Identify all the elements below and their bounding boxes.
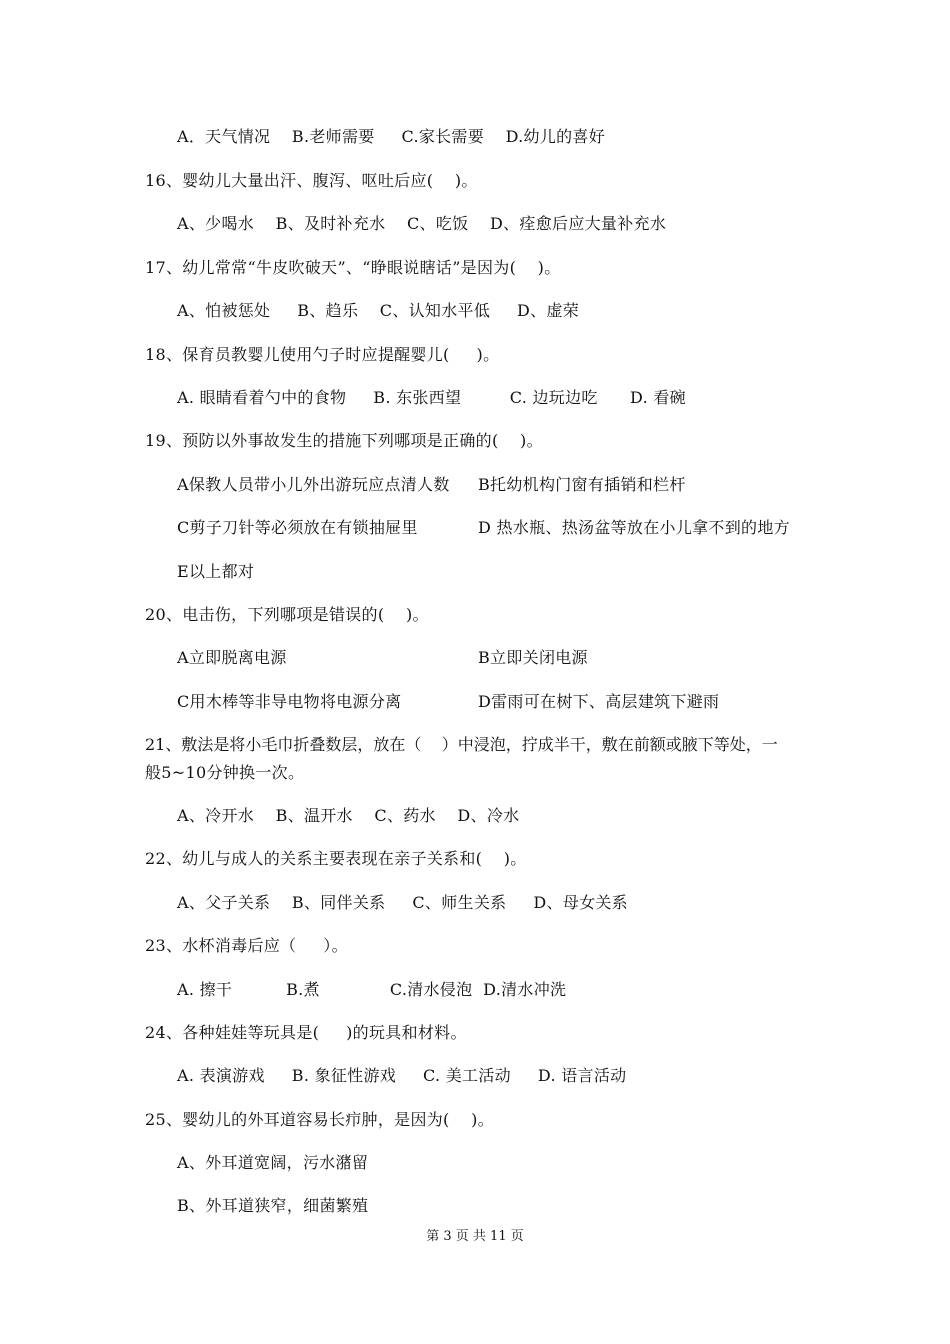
page-number: 第 3 页 共 11 页 xyxy=(426,1229,524,1244)
question-22: 22、幼儿与成人的关系主要表现在亲子关系和( )。 xyxy=(145,849,527,868)
question-21-line-2: 般5~10分钟换一次。 xyxy=(145,763,305,782)
q16-options: A、少喝水 B、及时补充水 C、吃饭 D、痊愈后应大量补充水 xyxy=(177,214,667,233)
question-19: 19、预防以外事故发生的措施下列哪项是正确的( )。 xyxy=(145,431,543,450)
q19-option-d: D 热水瓶、热汤盆等放在小儿拿不到的地方 xyxy=(478,518,790,537)
question-17: 17、幼儿常常“牛皮吹破天”、“睁眼说瞎话”是因为( )。 xyxy=(145,258,561,277)
q23-options: A. 擦干 B.煮 C.清水侵泡 D.清水冲洗 xyxy=(177,980,567,999)
q20-option-c: C用木棒等非导电物将电源分离 xyxy=(177,692,402,711)
q24-options: A. 表演游戏 B. 象征性游戏 C. 美工活动 D. 语言活动 xyxy=(177,1066,627,1085)
page-footer xyxy=(0,1228,950,1246)
question-16: 16、婴幼儿大量出汗、腹泻、呕吐后应( )。 xyxy=(145,171,478,190)
q21-options: A、冷开水 B、温开水 C、药水 D、冷水 xyxy=(177,806,520,825)
q25-option-b: B、外耳道狭窄，细菌繁殖 xyxy=(177,1196,369,1215)
q19-option-a: A保教人员带小儿外出游玩应点清人数 xyxy=(177,475,450,494)
question-18: 18、保育员教婴儿使用勺子时应提醒婴儿( )。 xyxy=(145,345,500,364)
q19-option-b: B托幼机构门窗有插销和栏杆 xyxy=(478,475,686,494)
q15-options: A．天气情况 B.老师需要 C.家长需要 D.幼儿的喜好 xyxy=(177,127,606,146)
q18-options: A. 眼睛看着勺中的食物 B. 东张西望 C. 边玩边吃 D. 看碗 xyxy=(177,388,686,407)
q20-option-a: A立即脱离电源 xyxy=(177,648,287,667)
q19-option-c: C剪子刀针等必须放在有锁抽屉里 xyxy=(177,518,418,537)
q20-option-d: D雷雨可在树下、高层建筑下避雨 xyxy=(478,692,720,711)
question-24: 24、各种娃娃等玩具是( )的玩具和材料。 xyxy=(145,1023,467,1042)
question-20: 20、电击伤，下列哪项是错误的( )。 xyxy=(145,605,429,624)
q20-option-b: B立即关闭电源 xyxy=(478,648,588,667)
question-21-line-1: 21、敷法是将小毛巾折叠数层，放在（ ）中浸泡，拧成半干，敷在前额或腋下等处，一 xyxy=(145,735,778,754)
question-23: 23、水杯消毒后应（ ）。 xyxy=(145,936,348,955)
q22-options: A、父子关系 B、同伴关系 C、师生关系 D、母女关系 xyxy=(177,893,628,912)
q17-options: A、怕被惩处 B、趋乐 C、认知水平低 D、虚荣 xyxy=(177,301,580,320)
q25-option-a: A、外耳道宽阔，污水潴留 xyxy=(177,1153,369,1172)
question-25: 25、婴幼儿的外耳道容易长疖肿，是因为( )。 xyxy=(145,1110,494,1129)
q19-option-e: E以上都对 xyxy=(177,562,255,581)
